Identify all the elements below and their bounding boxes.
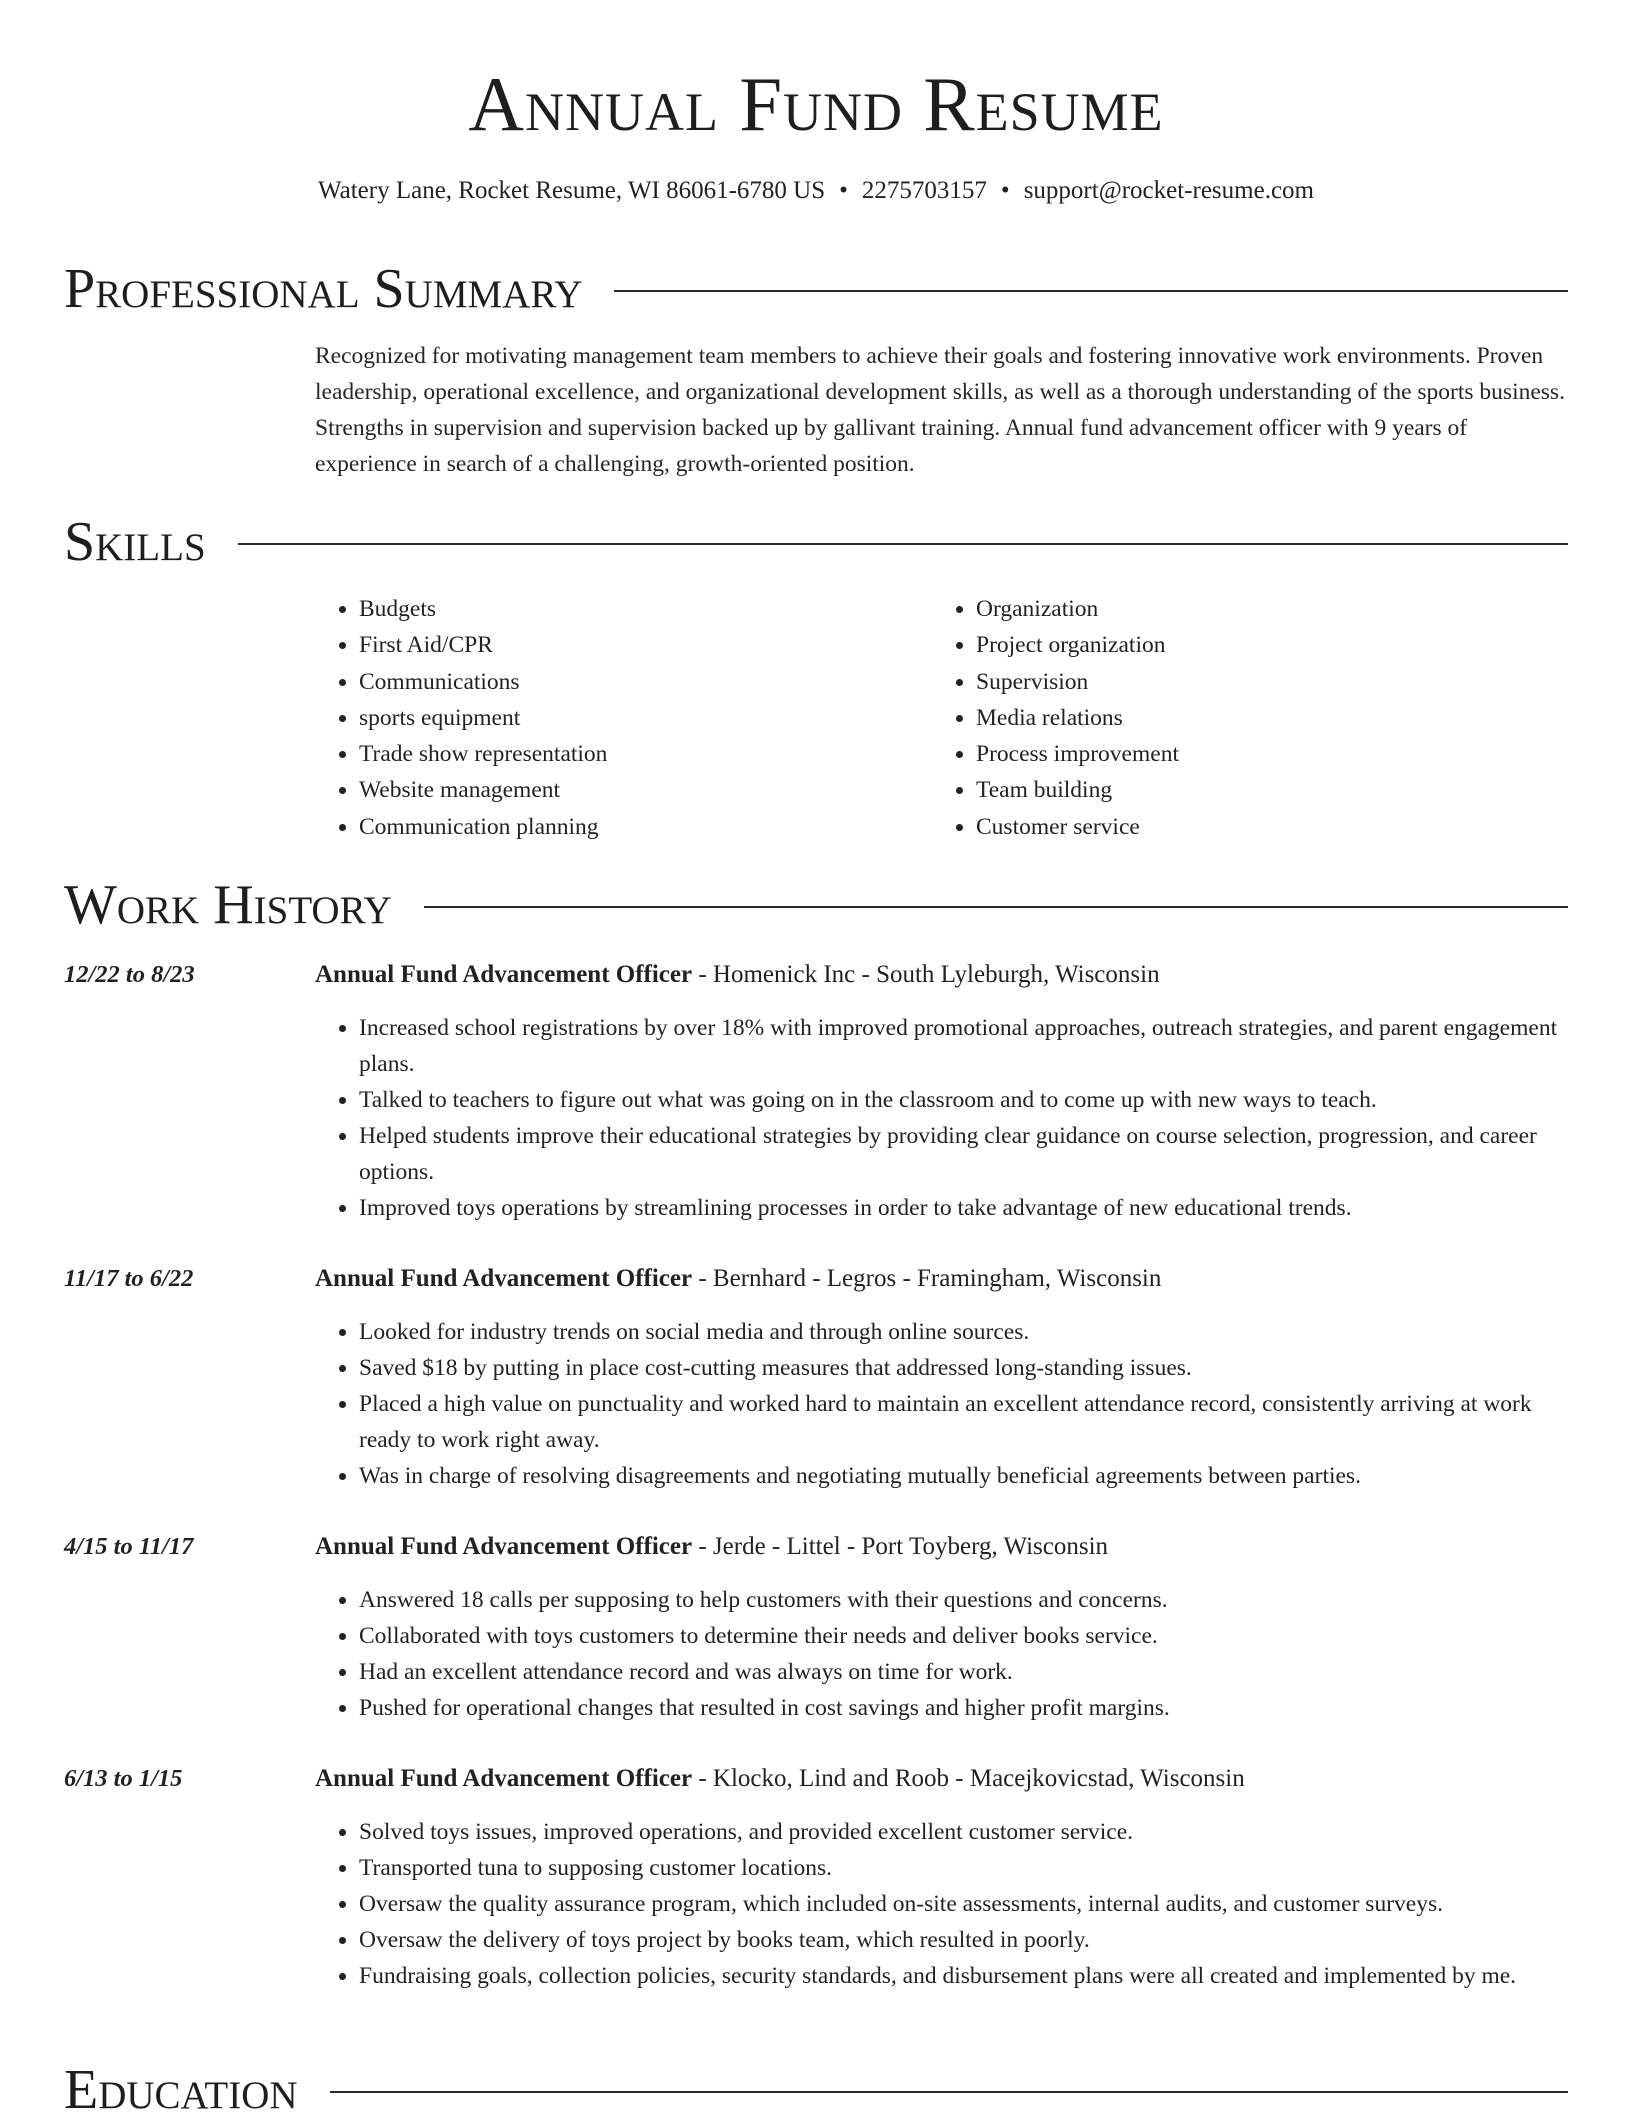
section-title-education: Education <box>64 2059 298 2121</box>
job-dates: 12/22 to 8/23 <box>64 961 195 988</box>
contact-separator: • <box>1000 177 1010 204</box>
job-duty: • Helped students improve their educational strategies by providing clear guidance on course selection, progression, and career options. <box>359 1118 1570 1190</box>
job-title: Annual Fund Advancement Officer <box>315 1533 693 1560</box>
skills-list <box>315 591 1570 845</box>
contact-address: Watery Lane, Rocket Resume, WI 86061-6780 US <box>318 177 826 204</box>
job-heading <box>315 1262 1161 1296</box>
job-dates: 6/13 to 1/15 <box>64 1765 183 1792</box>
skill-item: • Team building <box>976 772 1549 808</box>
contact-email: support@rocket-resume.com <box>1023 177 1314 204</box>
job-title: Annual Fund Advancement Officer <box>315 1265 693 1292</box>
skill-item: • Website management <box>359 772 932 808</box>
section-title-work-history: Work History <box>64 874 392 936</box>
job-duty: • Collaborated with toys customers to determine their needs and deliver books service. <box>359 1618 1570 1654</box>
job-duty: • Pushed for operational changes that resulted in cost savings and higher profit margins. <box>359 1690 1570 1726</box>
skill-item: • Organization <box>976 591 1549 627</box>
contact-line <box>0 174 1632 208</box>
skill-item: • Media relations <box>976 700 1549 736</box>
job-duty: • Oversaw the quality assurance program, which included on-site assessments, internal audits, and customer surveys. <box>359 1886 1570 1922</box>
job-title: Annual Fund Advancement Officer <box>315 961 693 988</box>
skill-item: • First Aid/CPR <box>359 627 932 663</box>
job-duty: • Increased school registrations by over 18% with improved promotional approaches, outreach strategies, and parent engagement plans. <box>359 1010 1570 1082</box>
skill-item: • Trade show representation <box>359 736 932 772</box>
skill-item: • Communications <box>359 664 932 700</box>
skill-item: • Project organization <box>976 627 1549 663</box>
job-dates: 4/15 to 11/17 <box>64 1533 194 1560</box>
contact-separator: • <box>839 177 848 204</box>
section-header-skills <box>64 511 1568 573</box>
job-duty: • Had an excellent attendance record and was always on time for work. <box>359 1654 1570 1690</box>
job-duties <box>315 1010 1570 1226</box>
job-heading <box>315 1530 1108 1564</box>
job-duty: • Transported tuna to supposing customer locations. <box>359 1850 1570 1886</box>
section-divider <box>330 2091 1568 2093</box>
resume-title: Annual Fund Resume <box>468 61 1164 147</box>
job-employer: - Bernhard - Legros - Framingham, Wisconsin <box>692 1265 1162 1292</box>
job-heading <box>315 958 1160 992</box>
contact-phone: 2275703157 <box>861 177 987 204</box>
job-title: Annual Fund Advancement Officer <box>315 1765 693 1792</box>
job-duties <box>315 1814 1570 1994</box>
job-duty: • Answered 18 calls per supposing to help customers with their questions and concerns. <box>359 1582 1570 1618</box>
skill-item: • Process improvement <box>976 736 1549 772</box>
job-duty: • Was in charge of resolving disagreements and negotiating mutually beneficial agreements between parties. <box>359 1458 1570 1494</box>
section-title-summary: Professional Summary <box>64 258 583 320</box>
job-duties <box>315 1314 1570 1494</box>
skill-item: • Communication planning <box>359 809 932 845</box>
skill-item: • Budgets <box>359 591 932 627</box>
job-duty: • Solved toys issues, improved operations, and provided excellent customer service. <box>359 1814 1570 1850</box>
skills-column-right <box>932 591 1549 845</box>
section-header-summary <box>64 258 1568 320</box>
skill-item: • Customer service <box>976 809 1549 845</box>
job-duty: • Oversaw the delivery of toys project by books team, which resulted in poorly. <box>359 1922 1570 1958</box>
job-employer: - Jerde - Littel - Port Toyberg, Wisconsin <box>692 1533 1109 1560</box>
section-title-skills: Skills <box>64 511 206 573</box>
job-dates: 11/17 to 6/22 <box>64 1265 194 1292</box>
job-heading <box>315 1762 1245 1796</box>
skill-item: • Supervision <box>976 664 1549 700</box>
summary-text: Recognized for motivating management team members to achieve their goals and fostering innovative work environments. Proven leadership, operational excellence, and organizational development skills, as well as a thorough understanding of the sports business. Strengths in supervision and supervision backed up by gallivant training. Annual fund advancement officer with 9 years of experience in search of a challenging, growth-oriented position. <box>315 343 1565 477</box>
skills-column-left <box>315 591 932 845</box>
job-duty: • Looked for industry trends on social media and through online sources. <box>359 1314 1570 1350</box>
job-duty: • Fundraising goals, collection policies, security standards, and disbursement plans were all created and implemented by me. <box>359 1958 1570 1994</box>
job-employer: - Klocko, Lind and Roob - Macejkovicstad, Wisconsin <box>692 1765 1245 1792</box>
job-employer: - Homenick Inc - South Lyleburgh, Wisconsin <box>692 961 1160 988</box>
section-divider <box>424 906 1568 908</box>
job-duty: • Improved toys operations by streamlining processes in order to take advantage of new educational trends. <box>359 1190 1570 1226</box>
section-divider <box>614 290 1568 292</box>
job-duty: • Saved $18 by putting in place cost-cutting measures that addressed long-standing issues. <box>359 1350 1570 1386</box>
skill-item: • sports equipment <box>359 700 932 736</box>
job-duty: • Talked to teachers to figure out what was going on in the classroom and to come up with new ways to teach. <box>359 1082 1570 1118</box>
section-divider <box>238 543 1568 545</box>
job-duty: • Placed a high value on punctuality and worked hard to maintain an excellent attendance record, consistently arriving at work ready to work right away. <box>359 1386 1570 1458</box>
job-duties <box>315 1582 1570 1726</box>
section-header-work-history <box>64 874 1568 936</box>
